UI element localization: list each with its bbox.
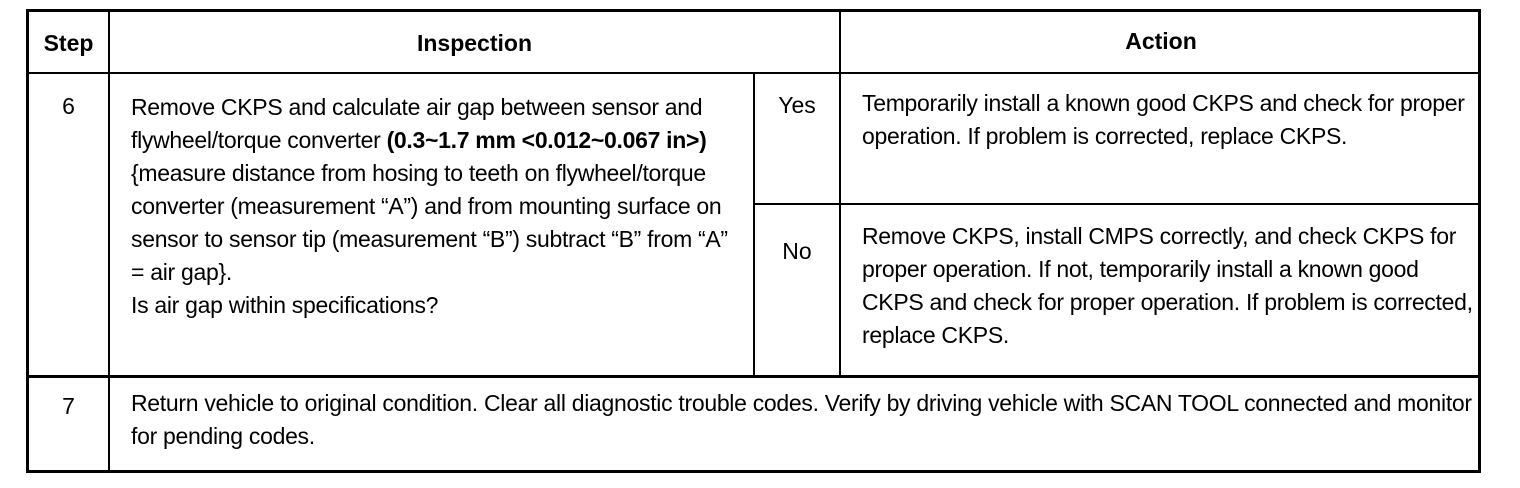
answer-no-label: No — [782, 238, 812, 264]
answer-yes-label: Yes — [778, 92, 816, 118]
inspection-text — [131, 91, 743, 322]
step-column-divider — [108, 9, 110, 473]
step-7-text: Return vehicle to original condition. Clear all diagnostic trouble codes. Verify by driving vehicle with SCAN TOOL connected and monitor for pending codes. — [131, 390, 1472, 449]
step-number: 7 — [62, 393, 75, 419]
inspection-question: Is air gap within specifications? — [131, 292, 439, 318]
action-yes-text: Temporarily install a known good CKPS and check for proper operation. If problem is corrected, replace CKPS. — [862, 90, 1465, 149]
air-gap-spec: (0.3~1.7 mm <0.012~0.067 in>) — [386, 127, 707, 153]
header-inspection: Inspection — [416, 30, 532, 56]
header-step: Step — [43, 30, 94, 56]
inspection-action-divider — [839, 9, 841, 376]
header-action: Action — [1125, 28, 1197, 54]
inspection-text-part-2: {measure distance from hosing to teeth on flywheel/torque converter (measurement “A”) and from mounting surface on sensor to sensor tip (measurement “B”) subtract “B” from “A” = air gap}. — [131, 160, 728, 285]
action-no-text: Remove CKPS, install CMPS correctly, and check CKPS for proper operation. If not, temporarily install a known good CKPS and check for proper operation. If problem is corrected, replace CKPS. — [862, 223, 1473, 348]
step-number: 6 — [62, 93, 75, 119]
inspection-text-part-1: Remove CKPS and calculate air gap between sensor and flywheel/torque converter — [131, 94, 703, 153]
yes-no-divider — [753, 203, 1481, 205]
